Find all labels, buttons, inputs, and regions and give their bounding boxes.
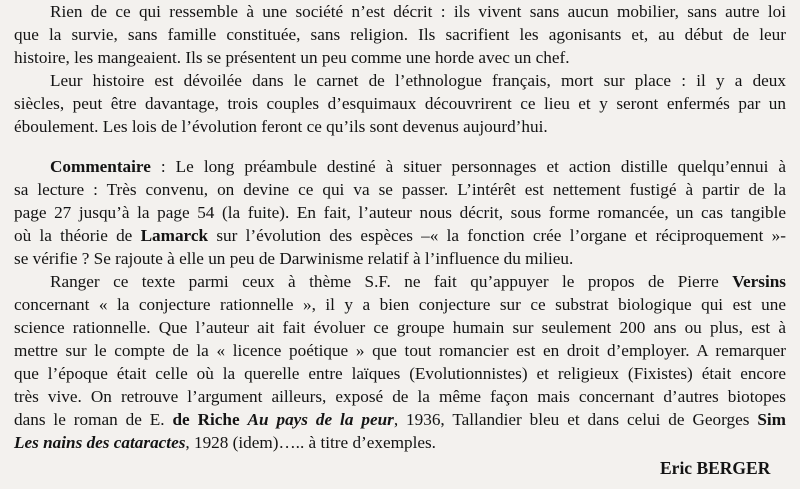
paragraph-4-line-7	[14, 408, 786, 431]
commentary-line-3: page 27 jusqu’à la page 54 (la fuite). En fait, l’auteur nous décrit, sous forme romancée, un cas tangible	[14, 203, 786, 222]
paragraph-4-line-7-pre: dans le roman de E.	[14, 410, 173, 429]
book-title-au-pays-de-la-peur: Au pays de la peur	[247, 410, 394, 429]
commentary-line-2: sa lecture : Très convenu, on devine ce qui va se passer. L’intérêt est nettement fustigé à partir de la	[14, 180, 786, 199]
paragraph-4-line-5: que l’époque était celle où la querelle entre laïques (Evolutionnistes) et religieux (Fixistes) était encore	[14, 364, 786, 383]
paragraph-4-line-6: très vive. On retrouve l’argument ailleurs, exposé de la même façon mais concernant d’autres biotopes	[14, 387, 786, 406]
paragraph-4-line-8-post: , 1928 (idem)….. à titre d’exemples.	[185, 433, 436, 452]
commentary-line-5: se vérifie ? Se rajoute à elle un peu de Darwinisme relatif à l’influence du milieu.	[14, 249, 574, 268]
paragraph-4-line-4: mettre sur le compte de la « licence poétique » que tout romancier est en droit d’employer. A remarquer	[14, 341, 786, 360]
author-signature: Eric BERGER	[660, 458, 771, 478]
paragraph-4-line-7-space	[240, 410, 248, 429]
commentary-line-4-post: sur l’évolution des espèces –« la fonction crée l’organe et réciproquement »-	[208, 226, 786, 245]
versins-name: Versins	[732, 272, 786, 291]
commentary-line-4-pre: où la théorie de	[14, 226, 141, 245]
paragraph-4-line-8	[14, 431, 786, 454]
paragraph-4-line-3: science rationnelle. Que l’auteur ait fait évoluer ce groupe humain sur seulement 200 ans ou plus, est à	[14, 318, 786, 337]
paragraph-1-line-3: histoire, les mangeaient. Ils se présentent un peu comme une horde avec un chef.	[14, 48, 570, 67]
de-riche-name: de Riche	[172, 410, 240, 429]
commentary-line-1-text: : Le long préambule destiné à situer personnages et action distille quelqu’ennui à	[150, 157, 786, 176]
lamarck-name: Lamarck	[140, 226, 209, 245]
paragraph-4-line-7-post: , 1936, Tallandier bleu et dans celui de Georges	[393, 410, 758, 429]
commentary-line-4	[14, 224, 786, 247]
sim-name: Sim	[757, 410, 786, 429]
paragraph-2-line-2: siècles, peut être davantage, trois couples d’esquimaux découvrirent ce lieu et y seront enfermés par un	[14, 94, 786, 113]
commentary-label: Commentaire	[50, 157, 151, 176]
paragraph-4-line-1	[14, 270, 786, 293]
paragraph-4-line-1-pre: Ranger ce texte parmi ceux à thème S.F. ne fait qu’appuyer le propos de Pierre	[50, 272, 733, 291]
paragraph-1-line-1: Rien de ce qui ressemble à une société n’est décrit : ils vivent sans aucun mobilier, sans autre loi	[50, 2, 786, 21]
book-title-les-nains-des-cataractes: Les nains des cataractes	[14, 433, 186, 452]
paragraph-1-line-2: que la survie, sans famille constituée, sans religion. Ils sacrifient les agonisants et, au début de leur	[14, 25, 786, 44]
paragraph-4-line-2: concernant « la conjecture rationnelle », il y a bien conjecture sur ce substrat biologique qui est une	[14, 295, 786, 314]
paragraph-2-line-3: éboulement. Les lois de l’évolution feront ce qu’ils sont devenus aujourd’hui.	[14, 117, 548, 136]
paragraph-2-line-1: Leur histoire est dévoilée dans le carnet de l’ethnologue français, mort sur place : il y a deux	[50, 71, 786, 90]
commentary-line-1	[14, 155, 786, 178]
